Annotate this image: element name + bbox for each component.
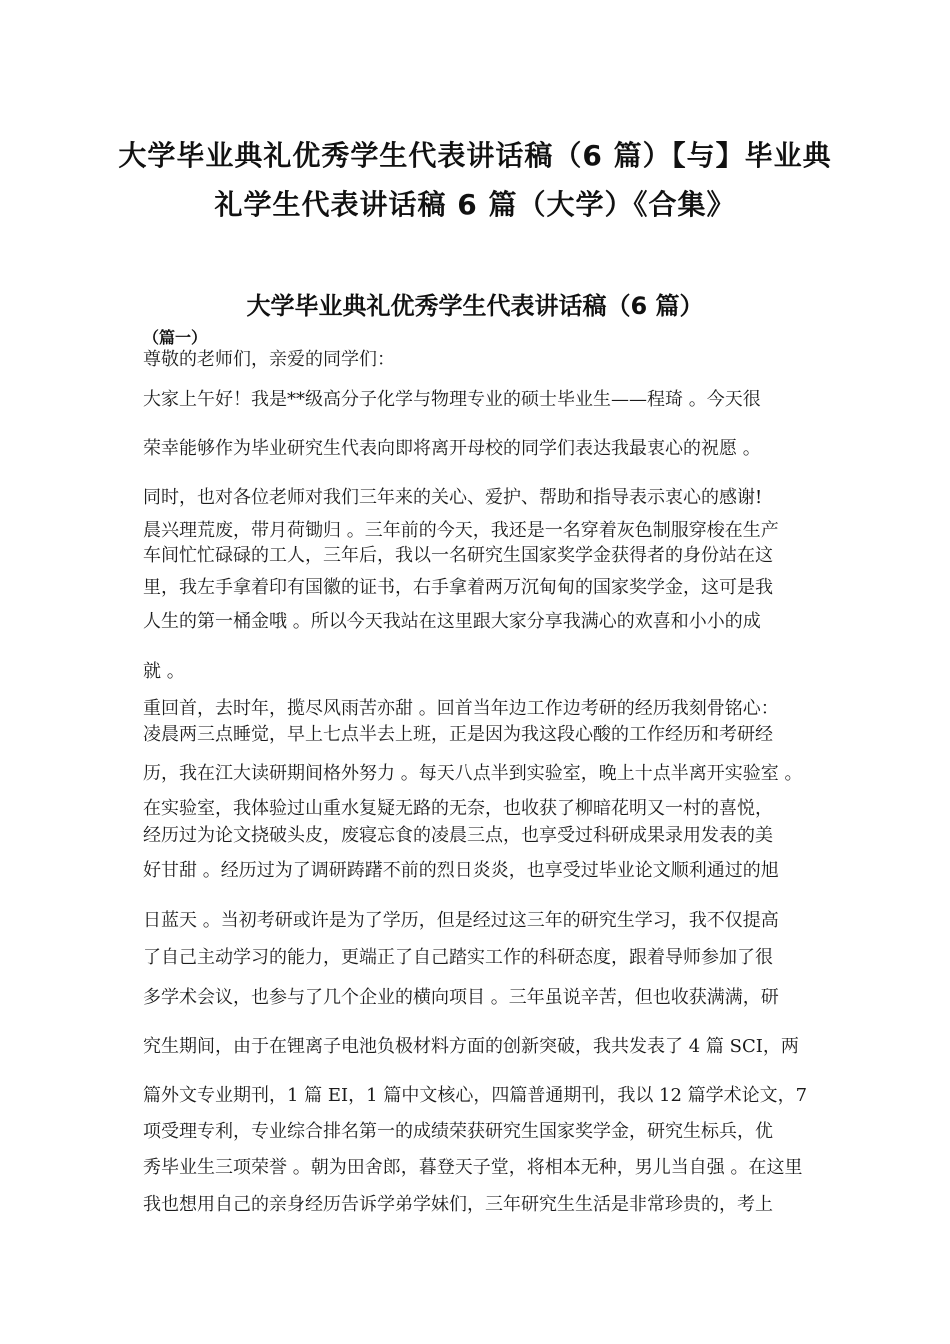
body-line: 同时，也对各位老师对我们三年来的关心、爱护、帮助和指导表示衷心的感谢!: [143, 487, 763, 508]
section-title: 大学毕业典礼优秀学生代表讲话稿（6 篇）: [246, 292, 704, 320]
document-title-line-1: 大学毕业典礼优秀学生代表讲话稿（6 篇）【与】毕业典: [118, 139, 832, 172]
body-line: 重回首，去时年，揽尽风雨苦亦甜 。回首当年边工作边考研的经历我刻骨铭心：: [143, 698, 779, 719]
part-label: （篇一）: [143, 328, 208, 347]
body-line: 我也想用自己的亲身经历告诉学弟学妹们，三年研究生生活是非常珍贵的，考上: [143, 1194, 773, 1215]
body-line: 了自己主动学习的能力，更端正了自己踏实工作的科研态度，跟着导师参加了很: [143, 947, 773, 968]
body-line: 项受理专利，专业综合排名第一的成绩荣获研究生国家奖学金，研究生标兵，优: [143, 1121, 773, 1142]
body-line: 晨兴理荒废，带月荷锄归 。三年前的今天，我还是一名穿着灰色制服穿梭在生产: [143, 520, 779, 541]
body-line: 好甘甜 。经历过为了调研踌躇不前的烈日炎炎，也享受过毕业论文顺利通过的旭: [143, 860, 779, 881]
body-line: 荣幸能够作为毕业研究生代表向即将离开母校的同学们表达我最衷心的祝愿 。: [143, 438, 761, 459]
body-line: 多学术会议，也参与了几个企业的横向项目 。三年虽说辛苦，但也收获满满，研: [143, 987, 779, 1008]
body-line: 经历过为论文挠破头皮，废寝忘食的凌晨三点，也享受过科研成果录用发表的美: [143, 825, 773, 846]
body-line: 人生的第一桶金哦 。所以今天我站在这里跟大家分享我满心的欢喜和小小的成: [143, 611, 761, 632]
body-line: 篇外文专业期刊，1 篇 EI，1 篇中文核心，四篇普通期刊，我以 12 篇学术论文，7: [143, 1085, 808, 1106]
body-line: 历，我在江大读研期间格外努力 。每天八点半到实验室，晚上十点半离开实验室 。: [143, 763, 803, 784]
body-line: 究生期间，由于在锂离子电池负极材料方面的创新突破，我共发表了 4 篇 SCI，两: [143, 1036, 799, 1057]
body-line: 里，我左手拿着印有国徽的证书，右手拿着两万沉甸甸的国家奖学金，这可是我: [143, 577, 773, 598]
body-line: 日蓝天 。当初考研或许是为了学历，但是经过这三年的研究生学习，我不仅提高: [143, 910, 779, 931]
body-line: 在实验室，我体验过山重水复疑无路的无奈，也收获了柳暗花明又一村的喜悦，: [143, 798, 773, 819]
body-line: 就 。: [143, 661, 185, 682]
document-title-line-2: 礼学生代表讲话稿 6 篇（大学）《合集》: [214, 188, 736, 221]
body-line: 大家上午好！我是**级高分子化学与物理专业的硕士毕业生——程琦 。今天很: [143, 389, 761, 410]
body-line: 尊敬的老师们，亲爱的同学们：: [143, 349, 395, 370]
body-line: 凌晨两三点睡觉，早上七点半去上班，正是因为我这段心酸的工作经历和考研经: [143, 724, 773, 745]
body-line: 秀毕业生三项荣誉 。朝为田舍郎，暮登天子堂，将相本无种，男儿当自强 。在这里: [143, 1157, 803, 1178]
body-line: 车间忙忙碌碌的工人，三年后，我以一名研究生国家奖学金获得者的身份站在这: [143, 545, 773, 566]
